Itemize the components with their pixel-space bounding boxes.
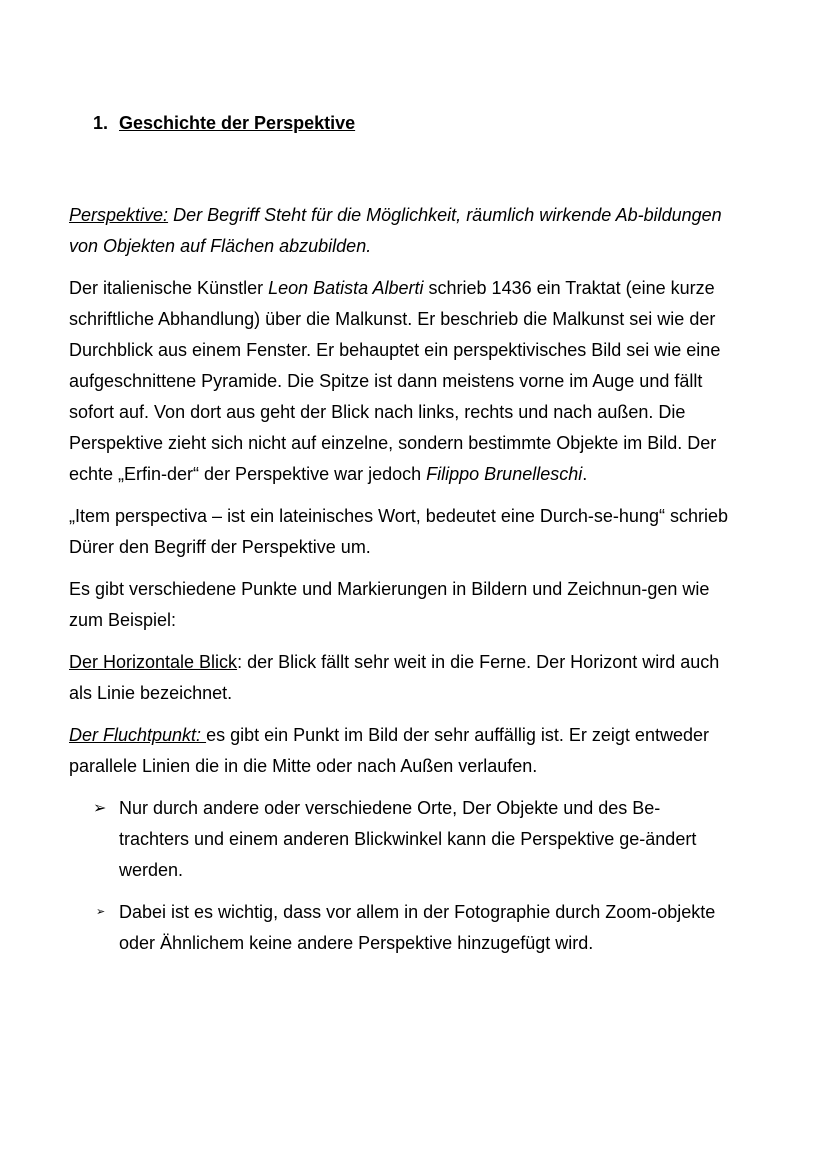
term-fluchtpunkt: Der Fluchtpunkt: bbox=[69, 725, 207, 745]
alberti-text-a: Der italienische Künstler bbox=[69, 278, 269, 298]
term-colon: : bbox=[163, 205, 169, 225]
heading-title: Geschichte der Perspektive bbox=[119, 113, 356, 133]
name-brunelleschi: Filippo Brunelleschi bbox=[426, 464, 583, 484]
paragraph-horizont bbox=[69, 647, 729, 709]
paragraph-punkte: Es gibt verschiedene Punkte und Markierungen in Bildern und Zeichnun-gen wie zum Beispiel: bbox=[69, 579, 710, 630]
name-alberti: Leon Batista Alberti bbox=[268, 278, 424, 298]
list-item bbox=[69, 897, 729, 959]
alberti-text-b: schrieb 1436 ein Traktat (eine kurze schriftliche Abhandlung) über die Malkunst. Er beschrieb die Malkunst sei wie der Durchblick aus einem Fenster. Er behauptet ein perspektivisches Bild sei wie eine aufgeschnittene Pyramide. Die Spitze ist dann meistens vorne im Auge und fällt sofort auf. Von dort aus geht der Blick nach links, rechts und nach außen. Die Perspektive zieht sich nicht auf einzelne, sondern bestimmte Objekte im Bild. Der echte „Erfin-der“ der Perspektive war jedoch bbox=[69, 278, 721, 484]
term-horizontale-blick: Der Horizontale Blick bbox=[69, 652, 238, 672]
bullet-list bbox=[69, 793, 729, 959]
horizont-text: : der Blick fällt sehr weit in die Ferne. Der Horizont wird auch als Linie bezeichnet. bbox=[69, 652, 720, 703]
arrow-bullet-icon: ➢ bbox=[96, 906, 106, 918]
fluchtpunkt-text: es gibt ein Punkt im Bild der sehr auffällig ist. Er zeigt entweder parallele Linien die in die Mitte oder nach Außen verlaufen. bbox=[69, 725, 709, 776]
document-body bbox=[69, 200, 729, 970]
paragraph-definition bbox=[69, 200, 729, 262]
list-item bbox=[69, 793, 729, 886]
arrow-bullet-icon: ➢ bbox=[93, 800, 107, 817]
heading-number: 1. bbox=[93, 113, 109, 133]
paragraph-alberti bbox=[69, 273, 729, 490]
paragraph-fluchtpunkt bbox=[69, 720, 729, 782]
alberti-text-c: . bbox=[582, 464, 588, 484]
paragraph-duerer: „Item perspectiva – ist ein lateinisches Wort, bedeutet eine Durch-se-hung“ schrieb Dürer den Begriff der Perspektive um. bbox=[69, 506, 728, 557]
section-heading bbox=[93, 111, 355, 135]
definition-text: Der Begriff Steht für die Möglichkeit, räumlich wirkende Ab-bildungen von Objekten auf Flächen abzubilden. bbox=[69, 205, 722, 256]
bullet-text: Nur durch andere oder verschiedene Orte, Der Objekte und des Be-trachters und einem anderen Blickwinkel kann die Perspektive ge-ändert werden. bbox=[119, 798, 697, 880]
term-perspektive: Perspektive bbox=[69, 205, 164, 225]
bullet-text: Dabei ist es wichtig, dass vor allem in der Fotographie durch Zoom-objekte oder Ähnlichem keine andere Perspektive hinzugefügt wird. bbox=[119, 902, 716, 953]
